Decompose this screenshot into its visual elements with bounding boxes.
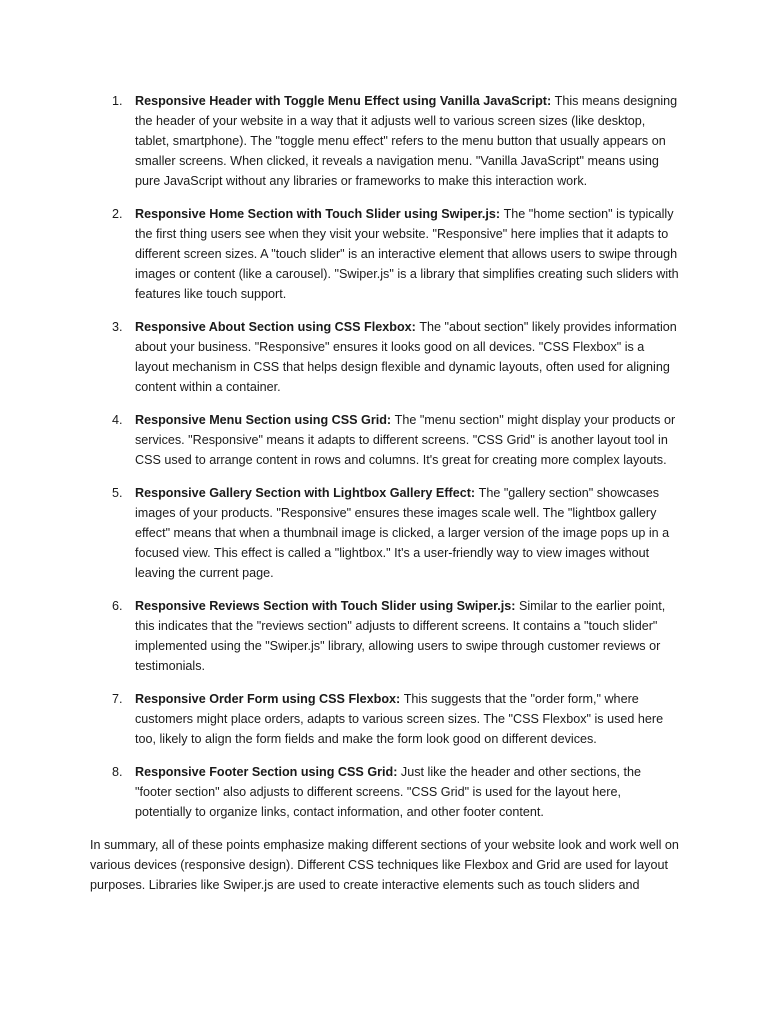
item-text: This suggests that the "order form," where customers might place orders, adapts to various screen sizes. The "CSS Flexbox" is used here too, likely to align the form fields and make the form look good on different devices.: [135, 692, 664, 746]
item-text: The "gallery section" showcases images of your products. "Responsive" ensures these images scale well. The "lightbox gallery effect" means that when a thumbnail image is clicked, a larger version of the image pops up in a focused view. This effect is called a "lightbox." It's a user-friendly way to view images without leaving the current page.: [135, 486, 670, 580]
list-item: [90, 204, 680, 304]
list-item: [90, 762, 680, 822]
item-number: 8.: [112, 765, 123, 779]
list-item: [90, 91, 680, 191]
item-number: 4.: [112, 413, 123, 427]
item-text: Just like the header and other sections, the "footer section" also adjusts to different screens. "CSS Grid" is used for the layout here, potentially to organize links, contact information, and other footer content.: [135, 765, 642, 819]
item-heading: Responsive Reviews Section with Touch Slider using Swiper.js:: [135, 599, 519, 613]
item-number: 2.: [112, 207, 123, 221]
item-text: The "home section" is typically the first thing users see when they visit your website. "Responsive" here implies that it adapts to different screen sizes. A "touch slider" is an interactive element that allows users to swipe through images or content (like a carousel). "Swiper.js" is a library that simplifies creating such sliders with features like touch support.: [135, 207, 679, 301]
item-number: 3.: [112, 320, 123, 334]
item-heading: Responsive Order Form using CSS Flexbox:: [135, 692, 404, 706]
numbered-list: [90, 91, 680, 835]
item-text: This means designing the header of your website in a way that it adjusts well to various screen sizes (like desktop, tablet, smartphone). The "toggle menu effect" refers to the menu button that usually appears on smaller screens. When clicked, it reveals a navigation menu. "Vanilla JavaScript" means using pure JavaScript without any libraries or frameworks to make this interaction work.: [135, 94, 678, 188]
item-text: Similar to the earlier point, this indicates that the "reviews section" adjusts to different screens. It contains a "touch slider" implemented using the "Swiper.js" library, allowing users to swipe through customer reviews or testimonials.: [135, 599, 666, 673]
item-heading: Responsive Home Section with Touch Slider using Swiper.js:: [135, 207, 504, 221]
item-number: 1.: [112, 94, 123, 108]
item-text: The "menu section" might display your products or services. "Responsive" means it adapts to different screens. "CSS Grid" is another layout tool in CSS used to arrange content in rows and columns. It's great for creating more complex layouts.: [135, 413, 676, 467]
summary-paragraph: In summary, all of these points emphasize making different sections of your website look and work well on various devices (responsive design). Different CSS techniques like Flexbox and Grid are used for layout purposes. Libraries like Swiper.js are used to create interactive elements such as touch sliders and: [90, 838, 679, 892]
item-number: 7.: [112, 692, 123, 706]
item-heading: Responsive Header with Toggle Menu Effect using Vanilla JavaScript:: [135, 94, 555, 108]
item-heading: Responsive Gallery Section with Lightbox Gallery Effect:: [135, 486, 479, 500]
list-item: [90, 689, 680, 749]
list-item: [90, 596, 680, 676]
item-heading: Responsive Menu Section using CSS Grid:: [135, 413, 395, 427]
list-item: [90, 483, 680, 583]
item-heading: Responsive About Section using CSS Flexbox:: [135, 320, 420, 334]
item-text: The "about section" likely provides information about your business. "Responsive" ensures it looks good on all devices. "CSS Flexbox" is a layout mechanism in CSS that helps design flexible and dynamic layouts, often used for aligning content within a container.: [135, 320, 677, 394]
item-number: 6.: [112, 599, 123, 613]
list-item: [90, 317, 680, 397]
list-item: [90, 410, 680, 470]
item-number: 5.: [112, 486, 123, 500]
item-heading: Responsive Footer Section using CSS Grid:: [135, 765, 401, 779]
